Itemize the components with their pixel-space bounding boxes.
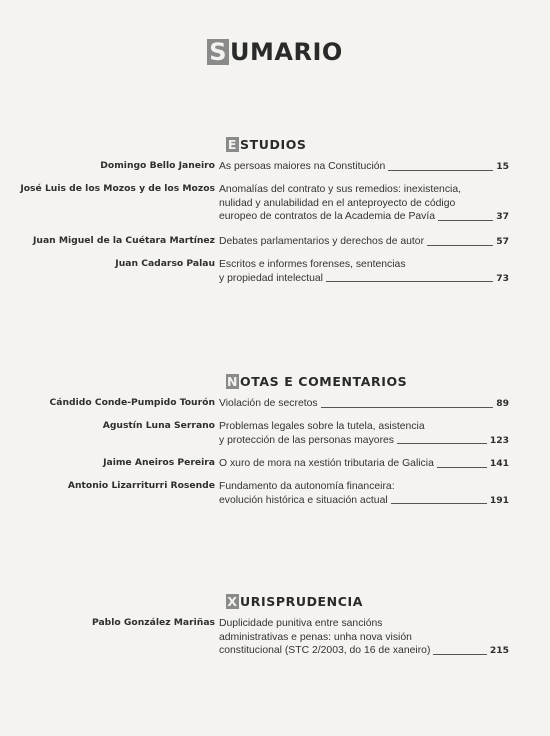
entry-title-text: Violación de secretos xyxy=(219,398,318,409)
entry-title-text: As persoas maiores na Constitución xyxy=(219,161,386,172)
entry-title xyxy=(219,258,509,285)
leader-line xyxy=(433,653,486,655)
leader-line xyxy=(388,169,493,171)
entry-title-line xyxy=(219,183,509,197)
page-number: 37 xyxy=(496,211,509,222)
entry-title-line xyxy=(219,617,509,631)
leader-line xyxy=(391,502,487,504)
entry-title xyxy=(219,617,509,658)
leader-line xyxy=(427,244,493,246)
page-number: 15 xyxy=(496,161,509,172)
page-number: 57 xyxy=(496,236,509,247)
leader-line xyxy=(437,466,487,468)
title-initial: S xyxy=(209,38,228,66)
section-initial: X xyxy=(227,594,238,609)
entry-title-line xyxy=(219,210,509,224)
section-title-rest: STUDIOS xyxy=(240,137,307,152)
leader-line xyxy=(326,280,493,282)
entry-title-text: europeo de contratos de la Academia de Pavía xyxy=(219,211,436,222)
entry-title-text: Duplicidade punitiva entre sancións xyxy=(219,618,383,629)
title-rest: UMARIO xyxy=(230,38,343,66)
entry-title-line xyxy=(219,235,509,249)
page-number: 73 xyxy=(496,272,509,284)
entry-title-text: Fundamento da autonomía financeira: xyxy=(219,481,395,492)
entry-author: Juan Miguel de la Cuétara Martínez xyxy=(32,235,215,246)
entry-title-line xyxy=(219,397,509,411)
entry-author: José Luis de los Mozos y de los Mozos xyxy=(20,183,215,194)
entry-author: Domingo Bello Janeiro xyxy=(100,160,215,171)
entry-title xyxy=(219,420,509,447)
entry-title-line xyxy=(219,434,509,448)
page-number: 215 xyxy=(489,645,509,656)
section-title-rest: URISPRUDENCIA xyxy=(240,594,364,609)
entry-author: Agustín Luna Serrano xyxy=(102,420,215,431)
entry-title-line xyxy=(219,494,509,508)
entry-title xyxy=(219,235,509,249)
entry-title-line xyxy=(219,272,509,286)
leader-line xyxy=(321,406,494,408)
page-number: 89 xyxy=(496,398,509,409)
entry-title xyxy=(219,183,509,224)
page-number: 123 xyxy=(489,434,509,446)
entry-title-text: Escritos e informes forenses, sentencias xyxy=(219,259,406,270)
entry-title-line xyxy=(219,197,509,211)
leader-line xyxy=(438,219,493,221)
entry-author: Antonio Lizarriturri Rosende xyxy=(67,480,215,491)
entry-author: Juan Cadarso Palau xyxy=(115,258,215,269)
entry-title-line xyxy=(219,160,509,174)
entry-title-line xyxy=(219,631,509,645)
entry-title-line xyxy=(219,258,509,272)
entry-title xyxy=(219,160,509,174)
entry-title xyxy=(219,480,509,507)
entry-title-text: Anomalías del contrato y sus remedios: inexistencia, xyxy=(219,184,461,195)
page-title xyxy=(0,38,550,66)
section-heading xyxy=(226,594,363,609)
leader-line xyxy=(397,442,487,444)
entry-title-line xyxy=(219,644,509,658)
entry-author: Cándido Conde-Pumpido Tourón xyxy=(49,397,215,408)
entry-author: Pablo González Mariñas xyxy=(91,617,215,628)
entry-title-text: O xuro de mora na xestión tributaria de Galicia xyxy=(219,458,434,469)
entry-author: Jaime Aneiros Pereira xyxy=(103,457,215,468)
entry-title-line xyxy=(219,480,509,494)
section-heading xyxy=(226,374,407,389)
section-heading xyxy=(226,137,307,152)
section-initial: E xyxy=(227,137,238,152)
entry-title-text: evolución histórica e situación actual xyxy=(219,494,388,506)
entry-title-text: Problemas legales sobre la tutela, asistencia xyxy=(219,421,425,432)
entry-title-text: administrativas e penas: unha nova visión xyxy=(219,631,412,643)
section-initial: N xyxy=(226,374,239,389)
entry-title-line xyxy=(219,457,509,471)
page-number: 141 xyxy=(489,458,509,469)
section-title-rest: OTAS E COMENTARIOS xyxy=(240,374,408,389)
entry-title-text: Debates parlamentarios y derechos de autor xyxy=(219,236,425,247)
entry-title xyxy=(219,397,509,411)
entry-title xyxy=(219,457,509,471)
entry-title-text: nulidad y anulabilidad en el anteproyecto de código xyxy=(219,197,456,209)
entry-title-text: y propiedad intelectual xyxy=(219,272,323,284)
entry-title-text: y protección de las personas mayores xyxy=(219,434,394,446)
entry-title-line xyxy=(219,420,509,434)
entry-title-text: constitucional (STC 2/2003, do 16 de xaneiro) xyxy=(219,645,431,656)
page-number: 191 xyxy=(489,494,509,506)
